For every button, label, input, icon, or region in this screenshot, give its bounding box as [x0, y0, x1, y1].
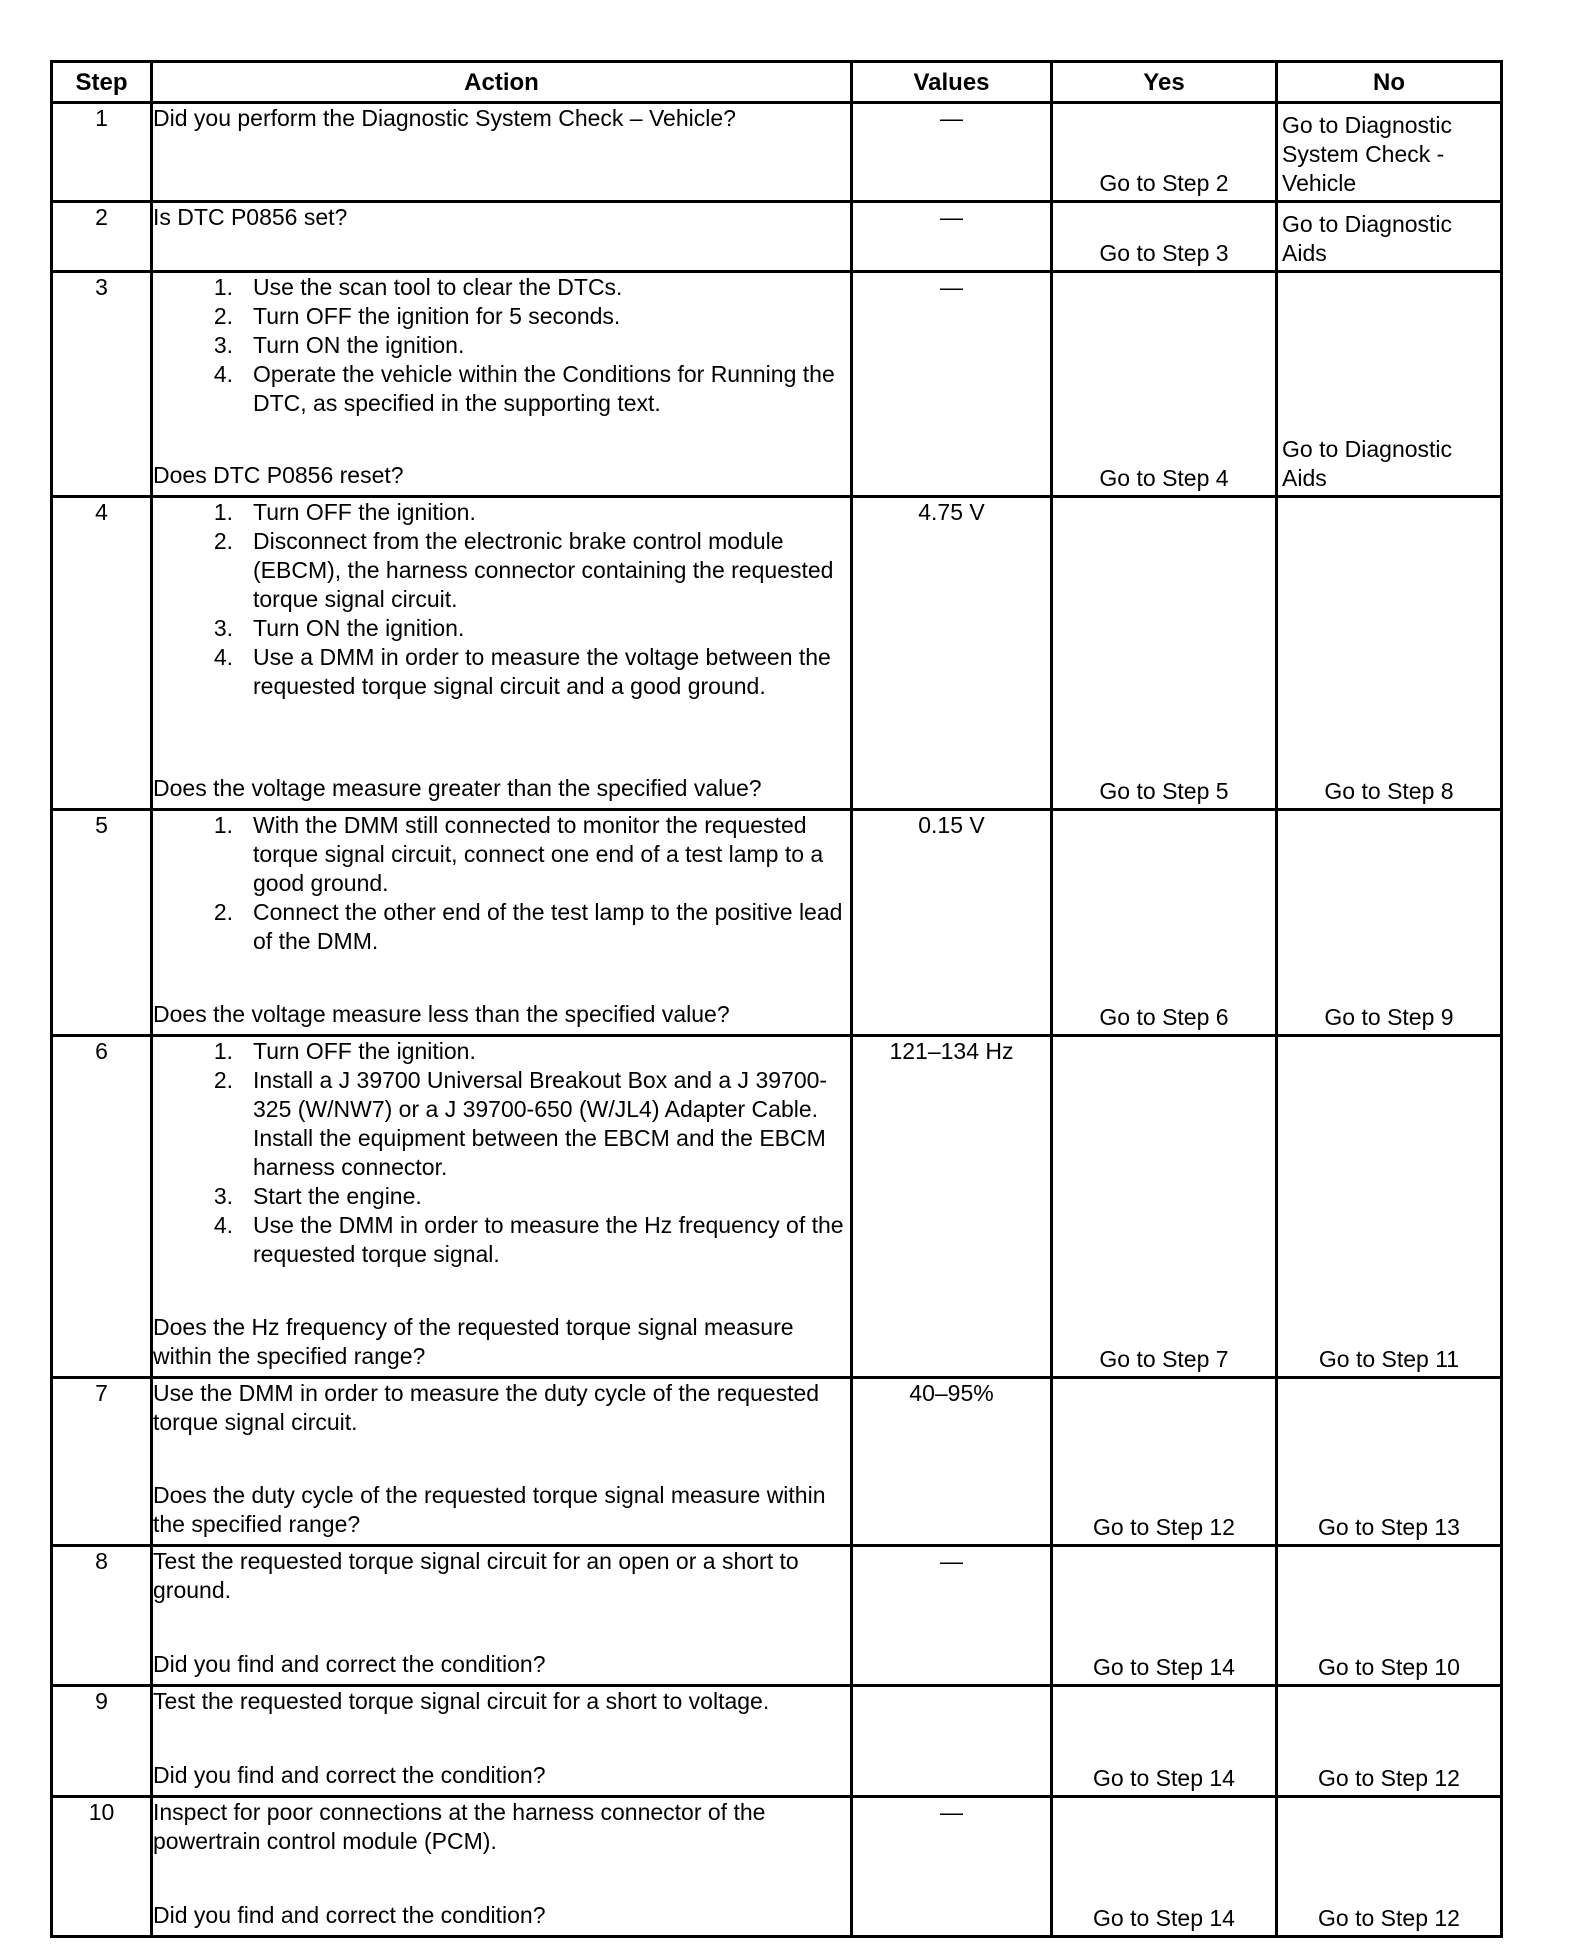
action-question: Does the voltage measure greater than the specified value?: [153, 775, 762, 801]
yes-cell: [1052, 497, 1277, 810]
action-cell: [152, 1378, 852, 1546]
yes-cell: [1052, 272, 1277, 497]
action-intro: Inspect for poor connections at the harness connector of the powertrain control module (PCM).: [153, 1799, 766, 1854]
list-item-number: 3.: [213, 615, 233, 641]
no-result: Go to Diagnostic System Check - Vehicle: [1282, 112, 1453, 196]
list-item-number: 4.: [213, 1212, 233, 1238]
table-row: [52, 810, 1502, 1036]
no-result: Go to Step 10: [1318, 1654, 1460, 1680]
table-row: [52, 1797, 1502, 1937]
action-cell: [152, 497, 852, 810]
no-cell: [1277, 202, 1502, 272]
value-cell: 0.15 V: [852, 810, 1052, 1036]
list-item-number: 4.: [213, 361, 233, 387]
table-row: [52, 202, 1502, 272]
list-item-number: 1.: [213, 812, 233, 838]
list-item-number: 3.: [213, 332, 233, 358]
action-cell: [152, 1797, 852, 1937]
no-cell: [1277, 1797, 1502, 1937]
action-cell: [152, 202, 852, 272]
no-result: Go to Step 11: [1318, 1346, 1460, 1372]
table-body: [52, 103, 1502, 1937]
action-cell: [152, 1036, 852, 1378]
list-item-text: Use the scan tool to clear the DTCs.: [253, 274, 623, 300]
step-number: 5: [52, 810, 152, 1036]
step-number: 9: [52, 1686, 152, 1797]
list-item-text: Turn OFF the ignition.: [253, 1038, 476, 1064]
yes-cell: [1052, 1378, 1277, 1546]
action-intro: Use the DMM in order to measure the duty cycle of the requested torque signal circuit.: [153, 1380, 820, 1435]
action-question: Did you find and correct the condition?: [153, 1902, 546, 1928]
action-question: Did you find and correct the condition?: [153, 1762, 546, 1788]
list-item: [153, 331, 850, 360]
step-number: 8: [52, 1546, 152, 1686]
step-number: 1: [52, 103, 152, 202]
action-intro: Test the requested torque signal circuit for an open or a short to ground.: [153, 1548, 799, 1603]
list-item: [153, 1066, 850, 1182]
list-item-number: 2.: [213, 303, 233, 329]
table-row: [52, 1036, 1502, 1378]
yes-result: Go to Step 7: [1099, 1346, 1229, 1372]
list-item: [153, 614, 850, 643]
no-cell: [1277, 272, 1502, 497]
no-cell: [1277, 103, 1502, 202]
yes-result: Go to Step 2: [1099, 170, 1229, 196]
action-cell: [152, 810, 852, 1036]
no-result: Go to Step 13: [1318, 1514, 1460, 1540]
list-item-number: 1.: [213, 1038, 233, 1064]
header-values: Values: [852, 62, 1052, 103]
yes-result: Go to Step 14: [1093, 1905, 1235, 1931]
list-item: [153, 302, 850, 331]
table-row: [52, 103, 1502, 202]
yes-cell: [1052, 103, 1277, 202]
yes-result: Go to Step 14: [1093, 1765, 1235, 1791]
list-item-text: Turn OFF the ignition.: [253, 499, 476, 525]
header-step: Step: [52, 62, 152, 103]
list-item: [153, 643, 850, 701]
no-result: Go to Diagnostic Aids: [1282, 436, 1453, 491]
action-intro: Did you perform the Diagnostic System Check – Vehicle?: [153, 105, 736, 131]
no-result: Go to Step 9: [1324, 1004, 1454, 1030]
yes-result: Go to Step 6: [1099, 1004, 1229, 1030]
list-item-text: Use the DMM in order to measure the Hz frequency of the requested torque signal.: [253, 1212, 844, 1267]
no-cell: [1277, 1686, 1502, 1797]
yes-cell: [1052, 1686, 1277, 1797]
action-steps-list: [153, 273, 850, 418]
list-item: [153, 1182, 850, 1211]
table-row: [52, 1546, 1502, 1686]
action-steps-list: [153, 1037, 850, 1269]
list-item: [153, 898, 850, 956]
value-cell: [852, 1686, 1052, 1797]
no-cell: [1277, 1036, 1502, 1378]
yes-result: Go to Step 5: [1099, 778, 1229, 804]
list-item-text: Operate the vehicle within the Conditions for Running the DTC, as specified in the supporting text.: [253, 361, 835, 416]
value-cell: 121–134 Hz: [852, 1036, 1052, 1378]
list-item: [153, 811, 850, 898]
yes-cell: [1052, 1797, 1277, 1937]
header-no: No: [1277, 62, 1502, 103]
list-item-text: Disconnect from the electronic brake control module (EBCM), the harness connector containing the requested torque signal circuit.: [253, 528, 834, 612]
step-number: 10: [52, 1797, 152, 1937]
list-item: [153, 527, 850, 614]
list-item: [153, 498, 850, 527]
action-cell: [152, 103, 852, 202]
action-cell: [152, 1686, 852, 1797]
list-item-number: 2.: [213, 528, 233, 554]
list-item-text: Install a J 39700 Universal Breakout Box and a J 39700-325 (W/NW7) or a J 39700-650 (W/JL4) Adapter Cable. Install the equipment between the EBCM and the EBCM harness connector.: [253, 1067, 828, 1180]
step-number: 4: [52, 497, 152, 810]
diagnostic-table: [50, 60, 1503, 1938]
action-intro: Test the requested torque signal circuit for a short to voltage.: [153, 1688, 770, 1714]
yes-result: Go to Step 14: [1093, 1654, 1235, 1680]
value-cell: —: [852, 1797, 1052, 1937]
list-item-number: 4.: [213, 644, 233, 670]
list-item: [153, 360, 850, 418]
action-question: Does the duty cycle of the requested torque signal measure within the specified range?: [153, 1482, 826, 1537]
table-header: [52, 62, 1502, 103]
value-cell: —: [852, 103, 1052, 202]
table-row: [52, 272, 1502, 497]
value-cell: —: [852, 202, 1052, 272]
header-yes: Yes: [1052, 62, 1277, 103]
table-row: [52, 497, 1502, 810]
list-item-number: 2.: [213, 899, 233, 925]
action-question: Did you find and correct the condition?: [153, 1651, 546, 1677]
list-item-number: 1.: [213, 499, 233, 525]
step-number: 2: [52, 202, 152, 272]
list-item-text: Turn OFF the ignition for 5 seconds.: [253, 303, 621, 329]
list-item-text: Use a DMM in order to measure the voltage between the requested torque signal circuit and a good ground.: [253, 644, 831, 699]
value-cell: 40–95%: [852, 1378, 1052, 1546]
no-cell: [1277, 1378, 1502, 1546]
yes-cell: [1052, 810, 1277, 1036]
list-item: [153, 1037, 850, 1066]
list-item: [153, 273, 850, 302]
yes-cell: [1052, 202, 1277, 272]
value-cell: —: [852, 1546, 1052, 1686]
action-cell: [152, 272, 852, 497]
yes-result: Go to Step 4: [1099, 465, 1229, 491]
list-item: [153, 1211, 850, 1269]
list-item-text: Start the engine.: [253, 1183, 422, 1209]
value-cell: —: [852, 272, 1052, 497]
list-item-number: 1.: [213, 274, 233, 300]
no-result: Go to Diagnostic Aids: [1282, 211, 1453, 266]
action-steps-list: [153, 811, 850, 956]
step-number: 6: [52, 1036, 152, 1378]
action-question: Does DTC P0856 reset?: [153, 462, 404, 488]
table-row: [52, 1686, 1502, 1797]
yes-cell: [1052, 1036, 1277, 1378]
value-cell: 4.75 V: [852, 497, 1052, 810]
list-item-number: 3.: [213, 1183, 233, 1209]
no-result: Go to Step 8: [1324, 778, 1454, 804]
action-steps-list: [153, 498, 850, 701]
no-result: Go to Step 12: [1318, 1765, 1460, 1791]
no-cell: [1277, 1546, 1502, 1686]
no-result: Go to Step 12: [1318, 1905, 1460, 1931]
list-item-number: 2.: [213, 1067, 233, 1093]
no-cell: [1277, 810, 1502, 1036]
no-cell: [1277, 497, 1502, 810]
list-item-text: Turn ON the ignition.: [253, 615, 465, 641]
list-item-text: Turn ON the ignition.: [253, 332, 465, 358]
yes-cell: [1052, 1546, 1277, 1686]
header-action: Action: [152, 62, 852, 103]
list-item-text: With the DMM still connected to monitor the requested torque signal circuit, connect one end of a test lamp to a good ground.: [253, 812, 824, 896]
action-cell: [152, 1546, 852, 1686]
action-intro: Is DTC P0856 set?: [153, 204, 348, 230]
step-number: 7: [52, 1378, 152, 1546]
action-question: Does the Hz frequency of the requested torque signal measure within the specified range?: [153, 1314, 794, 1369]
action-question: Does the voltage measure less than the specified value?: [153, 1001, 730, 1027]
yes-result: Go to Step 12: [1093, 1514, 1235, 1540]
yes-result: Go to Step 3: [1099, 240, 1229, 266]
list-item-text: Connect the other end of the test lamp to the positive lead of the DMM.: [253, 899, 843, 954]
table-row: [52, 1378, 1502, 1546]
step-number: 3: [52, 272, 152, 497]
